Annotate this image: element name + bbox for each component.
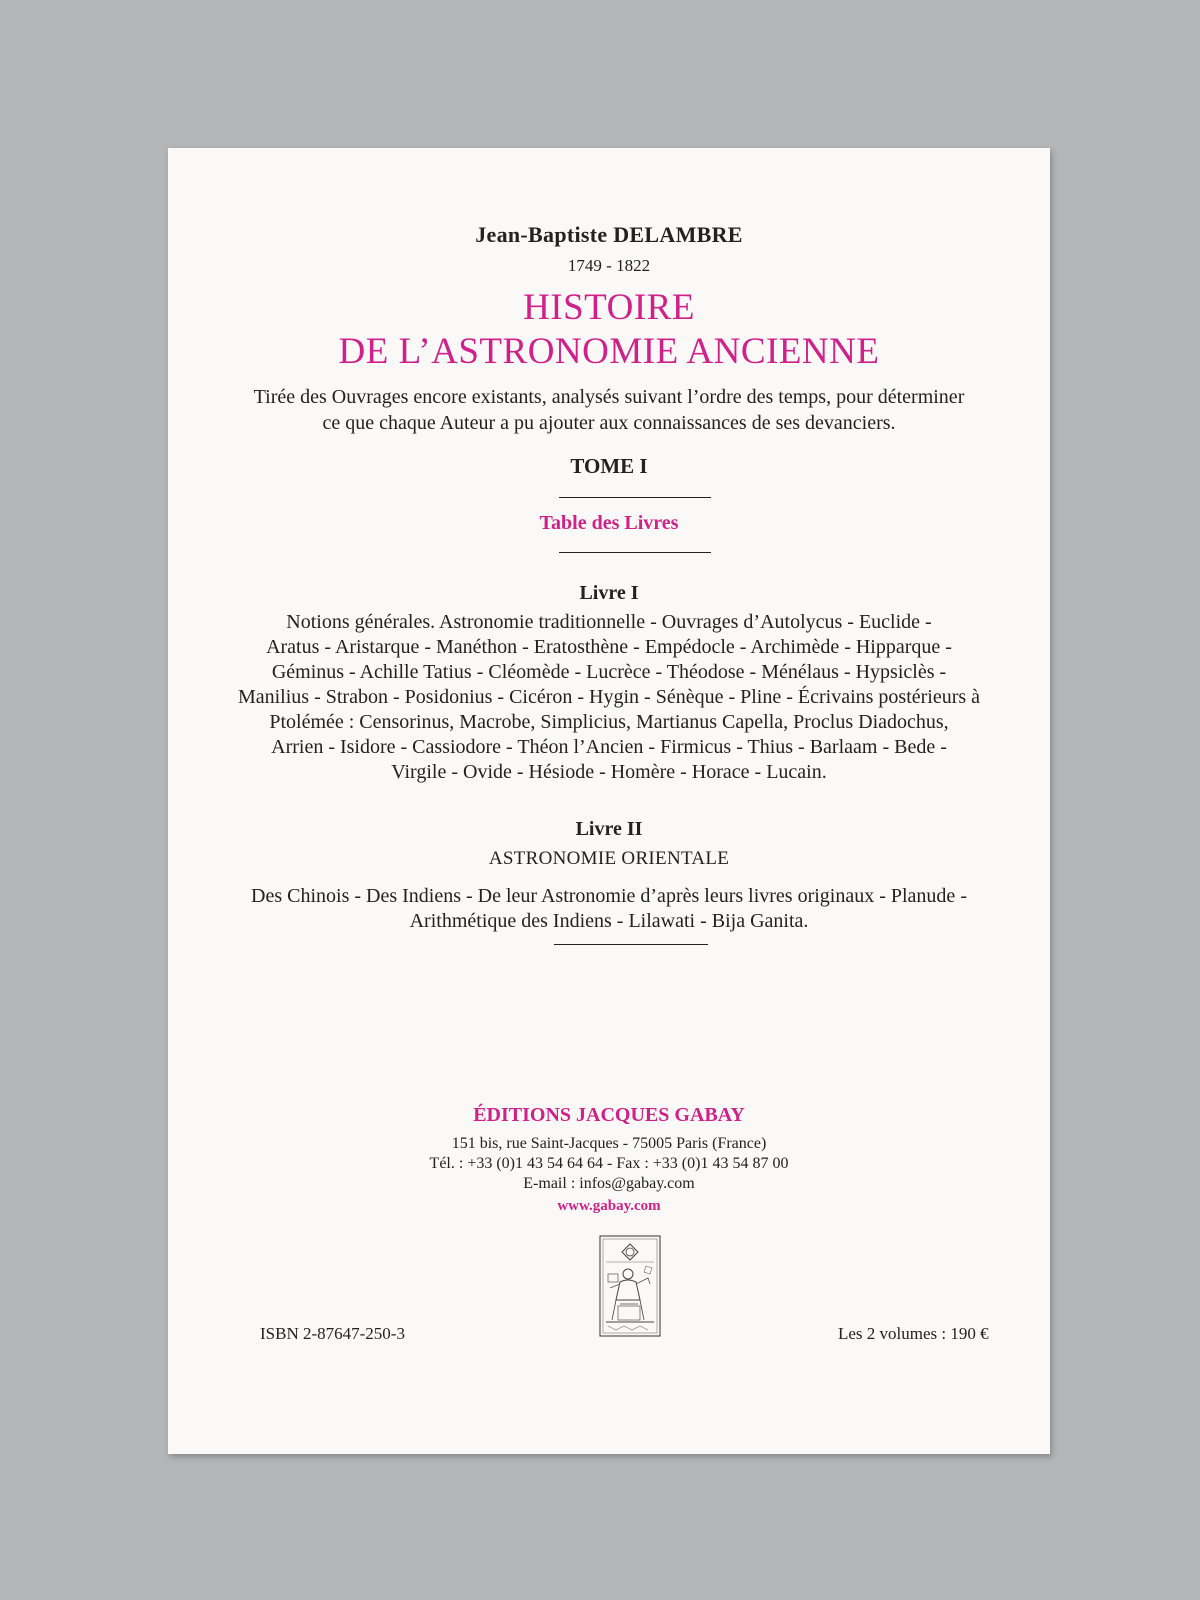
livre2-heading: Livre II (575, 818, 643, 840)
engraved-astronomer-logo-icon (598, 1234, 662, 1338)
author-dates: 1749 - 1822 (567, 256, 651, 275)
livre2-line: Arithmétique des Indiens - Lilawati - Bija Ganita. (409, 910, 809, 932)
divider-top (559, 497, 711, 498)
livre2-line: Des Chinois - Des Indiens - De leur Astronomie d’après leurs livres originaux - Planude - (251, 885, 967, 907)
author-name: Jean-Baptiste DELAMBRE (475, 222, 743, 247)
title-line-1: HISTOIRE (523, 287, 695, 328)
publisher-name: ÉDITIONS JACQUES GABAY (473, 1104, 745, 1126)
livre1-line: Arrien - Isidore - Cassiodore - Théon l’Ancien - Firmicus - Thius - Barlaam - Bede - (271, 736, 947, 758)
livre1-contents (228, 610, 990, 785)
livre2-contents (228, 884, 990, 934)
publisher-address: 151 bis, rue Saint-Jacques - 75005 Paris (France) (451, 1135, 767, 1152)
publisher-phone: Tél. : +33 (0)1 43 54 64 64 - Fax : +33 (0)1 43 54 87 00 (429, 1155, 789, 1172)
book-back-cover (168, 148, 1050, 1454)
subtitle-line-2: ce que chaque Auteur a pu ajouter aux connaissances de ses devanciers. (322, 412, 896, 434)
livre2-subheading: ASTRONOMIE ORIENTALE (488, 848, 730, 869)
book-title (168, 286, 1050, 374)
price: Les 2 volumes : 190 € (838, 1324, 989, 1343)
publisher-email: E-mail : infos@gabay.com (523, 1175, 695, 1192)
title-line-2: DE L’ASTRONOMIE ANCIENNE (338, 331, 880, 372)
livre1-line: Ptolémée : Censorinus, Macrobe, Simplicius, Martianus Capella, Proclus Diadochus, (269, 711, 949, 733)
publisher-website: www.gabay.com (557, 1198, 661, 1214)
isbn: ISBN 2-87647-250-3 (260, 1324, 405, 1343)
livre1-line: Virgile - Ovide - Hésiode - Homère - Horace - Lucain. (391, 761, 827, 783)
book-subtitle (168, 384, 1050, 436)
divider-end (554, 944, 708, 945)
livre1-line: Géminus - Achille Tatius - Cléomède - Lucrèce - Théodose - Ménélaus - Hypsiclès - (271, 661, 947, 683)
livre1-line: Aratus - Aristarque - Manéthon - Eratosthène - Empédocle - Archimède - Hipparque - (266, 636, 952, 658)
table-of-books-title: Table des Livres (539, 512, 679, 534)
livre1-line: Notions générales. Astronomie traditionnelle - Ouvrages d’Autolycus - Euclide - (286, 611, 932, 633)
subtitle-line-1: Tirée des Ouvrages encore existants, analysés suivant l’ordre des temps, pour déterminer (253, 386, 965, 408)
divider-bottom (559, 552, 711, 553)
tome-label: TOME I (570, 454, 648, 478)
livre1-line: Manilius - Strabon - Posidonius - Cicéron - Hygin - Sénèque - Pline - Écrivains postérieurs à (237, 686, 981, 708)
livre1-heading: Livre I (579, 582, 639, 604)
